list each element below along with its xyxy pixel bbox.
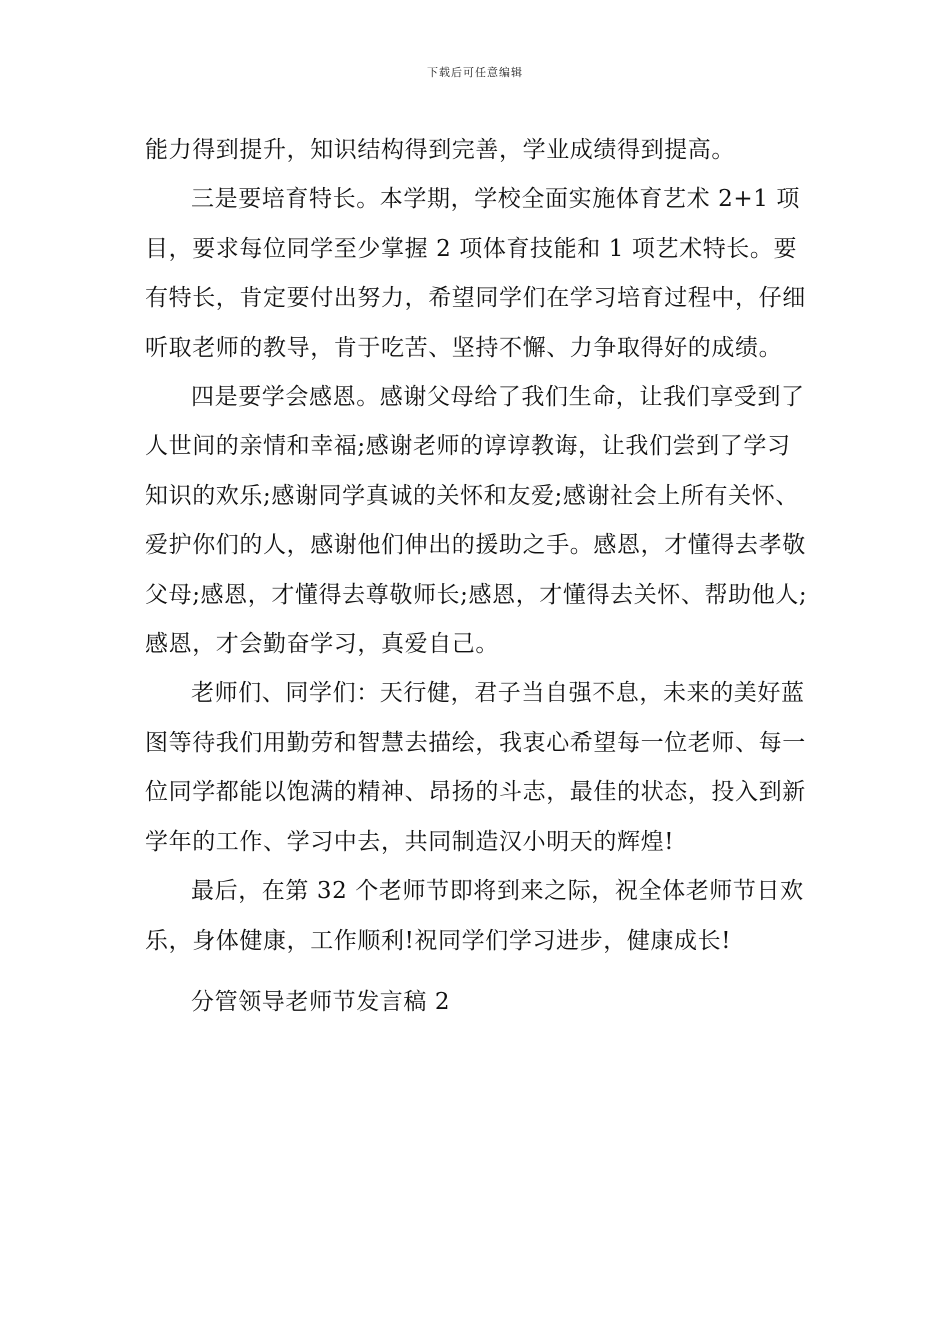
paragraph-closing: 最后，在第 32 个老师节即将到来之际，祝全体老师节日欢乐，身体健康，工作顺利!祝同学们学习进步，健康成长! — [145, 878, 804, 954]
page-header-note: 下载后可任意编辑 — [427, 66, 523, 79]
section-heading: 分管领导老师节发言稿 2 — [191, 988, 451, 1015]
paragraph-specialty: 三是要培育特长。本学期，学校全面实施体育艺术 2+1 项目，要求每位同学至少掌握 2 项体育技能和 1 项艺术特长。要有特长，肯定要付出努力，希望同学们在学习培育过程中，仔细听取老师的教导，肯于吃苦、坚持不懈、力争取得好的成绩。 — [145, 186, 806, 361]
document-body — [145, 126, 810, 1027]
paragraph-continuation: 能力得到提升，知识结构得到完善，学业成绩得到提高。 — [145, 137, 735, 163]
paragraph-address: 老师们、同学们：天行健，君子当自强不息，未来的美好蓝图等待我们用勤劳和智慧去描绘，我衷心希望每一位老师、每一位同学都能以饱满的精神、昂扬的斗志，最佳的状态，投入到新学年的工作、学习中去，共同制造汉小明天的辉煌! — [145, 680, 806, 855]
paragraph-gratitude: 四是要学会感恩。感谢父母给了我们生命，让我们享受到了人世间的亲情和幸福;感谢老师的谆谆教诲，让我们尝到了学习知识的欢乐;感谢同学真诚的关怀和友爱;感谢社会上所有关怀、爱护你们的人，感谢他们伸出的援助之手。感恩，才懂得去孝敬父母;感恩，才懂得去尊敬师长;感恩，才懂得去关怀、帮助他人;感恩，才会勤奋学习，真爱自己。 — [145, 384, 808, 658]
